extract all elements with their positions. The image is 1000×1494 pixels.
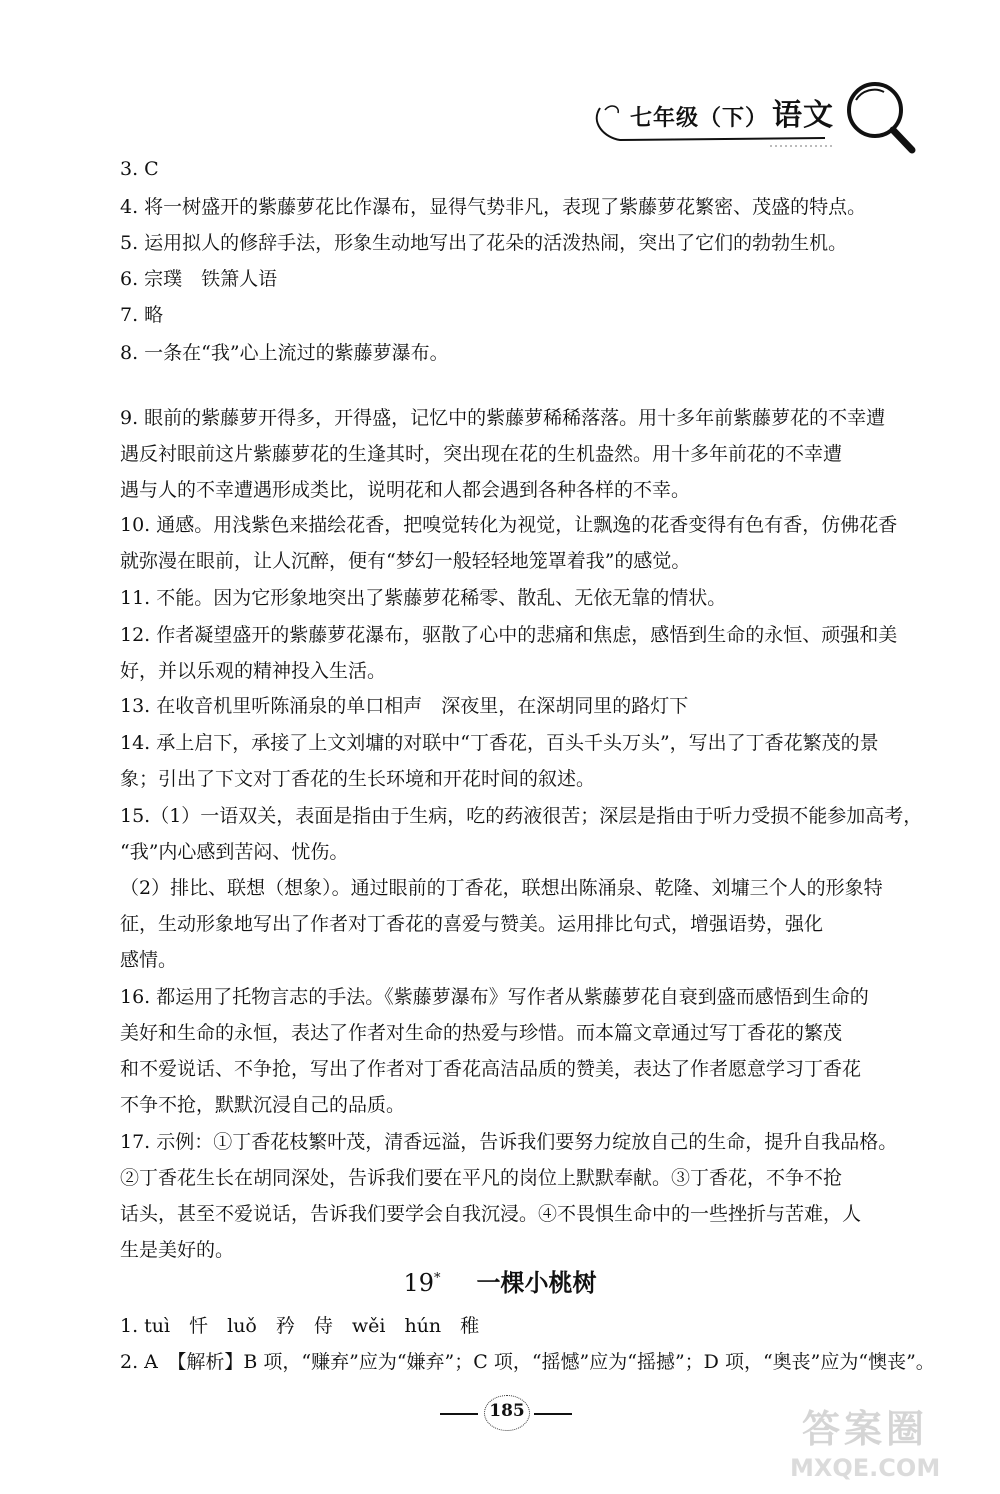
answer-line: 不争不抢，默默沉浸自己的品质。 xyxy=(120,1094,406,1116)
answer-line: 4. 将一树盛开的紫藤萝花比作瀑布，显得气势非凡，表现了紫藤萝花繁密、茂盛的特点。 xyxy=(120,196,867,218)
answer-line: 1. tuì 忏 luǒ 矜 侍 wěi hún 稚 xyxy=(120,1315,480,1337)
section-number: 19* xyxy=(403,1269,441,1297)
answer-line: 5. 运用拟人的修辞手法，形象生动地写出了花朵的活泼热闹，突出了它们的勃勃生机。 xyxy=(120,232,848,254)
page-header xyxy=(590,68,920,163)
answer-line: 征，生动形象地写出了作者对丁香花的喜爱与赞美。运用排比句式，增强语势，强化 xyxy=(120,913,824,935)
answer-line: 3. C xyxy=(120,158,159,180)
watermark xyxy=(790,1398,990,1488)
page-number xyxy=(440,1393,570,1433)
answer-line: 11. 不能。因为它形象地突出了紫藤萝花稀零、散乱、无依无靠的情状。 xyxy=(120,587,727,609)
answer-line: 8. 一条在“我”心上流过的紫藤萝瀑布。 xyxy=(120,342,449,364)
answer-line: “我”内心感到苦闷、忧伤。 xyxy=(120,841,349,863)
answer-line: 7. 略 xyxy=(120,304,164,326)
answer-line: ②丁香花生长在胡同深处，告诉我们要在平凡的岗位上默默奉献。③丁香花，不争不抢 xyxy=(120,1167,843,1189)
answer-line: 好，并以乐观的精神投入生活。 xyxy=(120,660,387,682)
page-number-rule-right xyxy=(534,1413,572,1415)
header-subject: 语文 xyxy=(772,98,835,133)
watermark-url: MXQE.COM xyxy=(790,1454,941,1482)
answer-line: 6. 宗璞 铁箫人语 xyxy=(120,268,278,290)
answer-line: 12. 作者凝望盛开的紫藤萝花瀑布，驱散了心中的悲痛和焦虑，感悟到生命的永恒、顽强和美 xyxy=(120,624,898,646)
answer-line: 话头，甚至不爱说话，告诉我们要学会自我沉浸。④不畏惧生命中的一些挫折与苦难，人 xyxy=(120,1203,862,1225)
answer-line: 生是美好的。 xyxy=(120,1239,235,1261)
section-star: * xyxy=(434,1271,441,1286)
answer-line: 遇与人的不幸遭遇形成类比，说明花和人都会遇到各种各样的不幸。 xyxy=(120,479,691,501)
answer-line: 美好和生命的永恒，表达了作者对生命的热爱与珍惜。而本篇文章通过写丁香花的繁茂 xyxy=(120,1022,843,1044)
header-grade: 七年级（下） xyxy=(630,106,769,131)
answer-line: 14. 承上启下，承接了上文刘墉的对联中“丁香花，百头千头万头”，写出了丁香花繁茂的景 xyxy=(120,732,879,754)
answer-line: 2. A 【解析】B 项，“赚弃”应为“嫌弃”；C 项，“摇憾”应为“摇撼”；D 项，“奥丧”应为“懊丧”。 xyxy=(120,1351,935,1373)
answer-line: 17. 示例：①丁香花枝繁叶茂，清香远溢，告诉我们要努力绽放自己的生命，提升自我品格。 xyxy=(120,1131,898,1153)
answer-line: 就弥漫在眼前，让人沉醉，便有“梦幻一般轻轻地笼罩着我”的感觉。 xyxy=(120,550,691,572)
header-title xyxy=(630,90,834,134)
watermark-text: 答案圈 xyxy=(802,1407,929,1451)
answer-line: 遇反衬眼前这片紫藤萝花的生逢其时，突出现在花的生机盎然。用十多年前花的不幸遭 xyxy=(120,443,843,465)
answer-line: 13. 在收音机里听陈涌泉的单口相声 深夜里，在深胡同里的路灯下 xyxy=(120,695,689,717)
answer-line: 16. 都运用了托物言志的手法。《紫藤萝瀑布》写作者从紫藤萝花自衰到盛而感悟到生命的 xyxy=(120,986,869,1008)
answer-line: （2）排比、联想（想象）。通过眼前的丁香花，联想出陈涌泉、乾隆、刘墉三个人的形象特 xyxy=(120,877,883,899)
answer-line: 9. 眼前的紫藤萝开得多，开得盛，记忆中的紫藤萝稀稀落落。用十多年前紫藤萝花的不幸遭 xyxy=(120,407,886,429)
answer-line: 象；引出了下文对丁香花的生长环境和开花时间的叙述。 xyxy=(120,768,596,790)
section-heading xyxy=(0,1263,1000,1298)
answer-line: 15.（1）一语双关，表面是指由于生病，吃的药液很苦；深层是指由于听力受损不能参加高考， xyxy=(120,805,923,827)
page-number-text: 185 xyxy=(489,1401,525,1421)
section-title-text: 一棵小桃树 xyxy=(476,1269,597,1297)
answer-line: 和不爱说话、不争抢，写出了作者对丁香花高洁品质的赞美，表达了作者愿意学习丁香花 xyxy=(120,1058,862,1080)
answer-line: 10. 通感。用浅紫色来描绘花香，把嗅觉转化为视觉，让飘逸的花香变得有色有香，仿佛花香 xyxy=(120,514,898,536)
answer-line: 感情。 xyxy=(120,949,178,971)
page-number-rule-left xyxy=(440,1413,478,1415)
